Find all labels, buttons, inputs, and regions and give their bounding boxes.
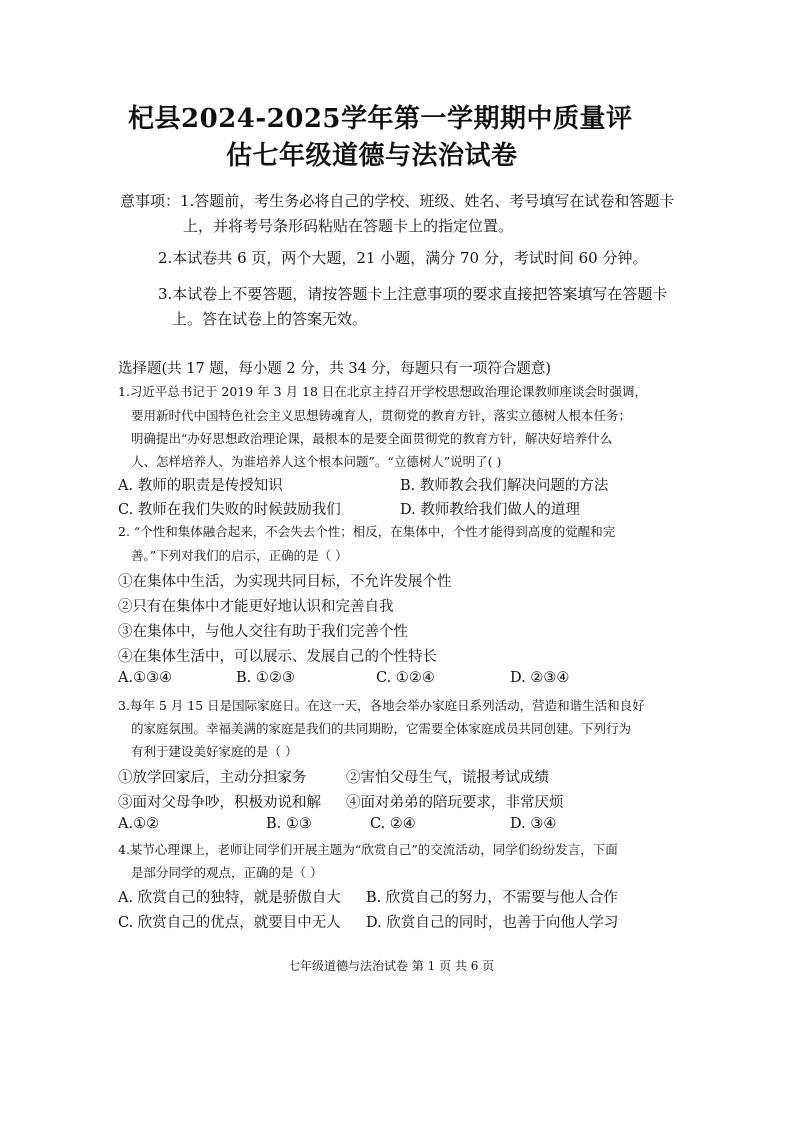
- title-line-1: 杞县2024-2025学年第一学期期中质量评: [128, 104, 633, 134]
- q3-line-1: 3.每年 5 月 15 日是国际家庭日。在这一天，各地会举办家庭日系列活动，营造和谐生活和良好: [118, 698, 645, 713]
- q4-option-d: D. 欣赏自己的同时，也善于向他人学习: [366, 915, 619, 931]
- q2-option-b: B. ①②③: [236, 670, 295, 686]
- q4-option-a: A. 欣赏自己的独特，就是骄傲自大: [118, 890, 341, 906]
- q4-option-c: C. 欣赏自己的优点，就要目中无人: [118, 915, 341, 931]
- q3-option-a: A.①②: [118, 816, 160, 832]
- q2-option-a: A.①③④: [118, 670, 173, 686]
- q3-option-b: B. ①③: [266, 816, 312, 832]
- q2-statement-4: ④在集体生活中，可以展示、发展自己的个性特长: [118, 649, 437, 665]
- q2-option-d: D. ②③④: [510, 670, 570, 686]
- title-line-2: 估七年级道德与法治试卷: [226, 141, 518, 171]
- q4-option-b: B. 欣赏自己的努力，不需要与他人合作: [366, 890, 618, 906]
- page-footer: 七年级道德与法治试卷 第 1 页 共 6 页: [288, 959, 495, 973]
- q1-option-a: A. 教师的职责是传授知识: [118, 478, 283, 494]
- q1-option-b: B. 教师教会我们解决问题的方法: [400, 478, 609, 494]
- q1-line-2: 要用新时代中国特色社会主义思想铸魂育人，贯彻党的教育方针，落实立德树人根本任务；: [131, 408, 632, 423]
- note-2: 2.本试卷共 6 页，两个大题，21 小题，满分 70 分，考试时间 60 分钟。: [158, 249, 648, 267]
- q3-statement-2: ②害怕父母生气，谎报考试成绩: [346, 770, 549, 786]
- q4-line-2: 是部分同学的观点，正确的是（ ）: [131, 865, 323, 880]
- q1-line-1: 1.习近平总书记于 2019 年 3 月 18 日在北京主持召开学校思想政治理论课教师座谈会时强调，: [118, 384, 647, 399]
- q1-option-d: D. 教师教给我们做人的道理: [400, 502, 580, 518]
- q3-statement-1: ①放学回家后，主动分担家务: [118, 770, 307, 786]
- q1-option-c: C. 教师在我们失败的时候鼓励我们: [118, 502, 341, 518]
- note-1-line-1: 意事项：1.答题前，考生务必将自己的学校、班级、姓名、考号填写在试卷和答题卡: [120, 192, 675, 210]
- section-heading: 选择题(共 17 题，每小题 2 分，共 34 分，每题只有一项符合题意): [118, 361, 552, 377]
- q2-statement-1: ①在集体中生活，为实现共同目标，不允许发展个性: [118, 574, 452, 590]
- q2-line-1: 2. “个性和集体融合起来，不会失去个性；相反，在集体中，个性才能得到高度的觉醒和完: [118, 524, 616, 539]
- q3-statement-4: ④面对弟弟的陪玩要求，非常厌烦: [346, 795, 564, 811]
- q2-option-c: C. ①②④: [376, 670, 435, 686]
- q3-line-3: 有利于建设美好家庭的是（ ）: [131, 744, 298, 759]
- q3-option-c: C. ②④: [370, 816, 416, 832]
- q2-line-2: 善。”下列对我们的启示，正确的是（ ）: [131, 548, 348, 563]
- q4-line-1: 4.某节心理课上，老师让同学们开展主题为“欣赏自己”的交流活动，同学们纷纷发言，下面: [118, 842, 618, 857]
- q2-statement-3: ③在集体中，与他人交往有助于我们完善个性: [118, 624, 408, 640]
- q3-option-d: D. ③④: [510, 816, 557, 832]
- q3-line-2: 的家庭氛围。幸福美满的家庭是我们的共同期盼，它需要全体家庭成员共同创建。下列行为: [131, 721, 632, 736]
- q1-line-4: 人、怎样培养人、为谁培养人这个根本问题”。“立德树人”说明了( ): [131, 454, 502, 469]
- note-3-line-1: 3.本试卷上不要答题，请按答题卡上注意事项的要求直接把答案填写在答题卡: [158, 285, 668, 303]
- note-3-line-2: 上。答在试卷上的答案无效。: [172, 310, 368, 328]
- q3-statement-3: ③面对父母争吵，积极劝说和解: [118, 795, 321, 811]
- q1-line-3: 明确提出“办好思想政治理论课，最根本的是要全面贯彻党的教育方针，解决好培养什么: [131, 431, 613, 446]
- q2-statement-2: ②只有在集体中才能更好地认识和完善自我: [118, 599, 394, 615]
- note-1-line-2: 上，并将考号条形码粘贴在答题卡上的指定位置。: [183, 217, 514, 235]
